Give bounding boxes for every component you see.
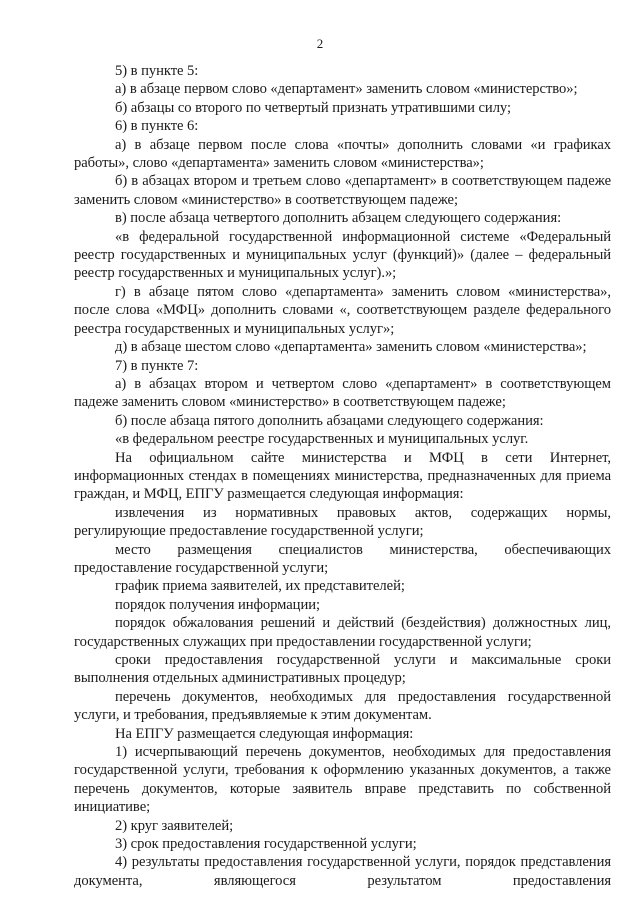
paragraph: д) в абзаце шестом слово «департамента» заменить словом «министерства»; [115,339,587,356]
paragraph: 6) в пункте 6: [115,118,199,135]
paragraph: б) после абзаца пятого дополнить абзацами следующего содержания: [115,412,544,429]
paragraph: г) в абзаце пятом слово «департамента» заменить словом «министерства», после слова «МФЦ» дополнить словами «, соответствующем разделе федерального реестра государственных и муниципальных услуг»; [74,283,611,337]
paragraph: «в федеральной государственной информационной системе «Федеральный реестр государственных и муниципальных услуг (функций)» (далее – федеральный реестр государственных и муниципальных услуг).»; [74,228,611,282]
paragraph: б) абзацы со второго по четвертый признать утратившими силу; [115,99,511,116]
paragraph: а) в абзаце первом слово «департамент» заменить словом «министерство»; [115,81,578,98]
paragraph: 3) срок предоставления государственной услуги; [115,836,417,853]
paragraph: сроки предоставления государственной услуги и максимальные сроки выполнения отдельных административных процедур; [74,652,611,687]
paragraph: 1) исчерпывающий перечень документов, необходимых для предоставления государственной услуги, требования к оформлению указанных документов, а также перечень документов, которые заявитель вправе представить по собственной инициативе; [74,744,611,816]
paragraph: На ЕПГУ размещается следующая информация: [115,725,414,742]
paragraph: 5) в пункте 5: [115,63,199,79]
paragraph: перечень документов, необходимых для предоставления государственной услуги, и требования, предъявляемые к этим документам. [74,688,611,724]
document-body [74,62,611,890]
paragraph: график приема заявителей, их представителей; [115,578,405,595]
paragraph: «в федеральном реестре государственных и муниципальных услуг. [115,431,529,448]
paragraph: 4) результаты предоставления государственной услуги, порядок представления документа, являющегося результатом предоставления [74,854,611,889]
paragraph: а) в абзацах втором и четвертом слово «департамент» в соответствующем падеже заменить словом «министерство» в соответствующем падеже; [74,375,611,411]
paragraph: порядок обжалования решений и действий (бездействия) должностных лиц, государственных служащих при предоставлении государственной услуги; [74,615,611,650]
paragraph: порядок получения информации; [115,596,320,613]
paragraph: На официальном сайте министерства и МФЦ в сети Интернет, информационных стендах в помещениях министерства, предназначенных для приема граждан, и МФЦ, ЕПГУ размещается следующая информация: [74,449,611,503]
paragraph: в) после абзаца четвертого дополнить абзацем следующего содержания: [115,210,562,227]
paragraph: место размещения специалистов министерства, обеспечивающих предоставление государственной услуги; [74,541,611,576]
paragraph: извлечения из нормативных правовых актов, содержащих нормы, регулирующие предоставление государственной услуги; [74,504,611,540]
page-number: 2 [316,36,324,51]
paragraph: а) в абзаце первом после слова «почты» дополнить словами «и графиках работы», слово «департамента» заменить словом «министерства»; [74,136,611,172]
paragraph: 2) круг заявителей; [115,817,234,834]
paragraph: б) в абзацах втором и третьем слово «департамент» в соответствующем падеже заменить словом «министерство» в соответствующем падеже; [74,173,611,208]
paragraph: 7) в пункте 7: [115,357,199,374]
